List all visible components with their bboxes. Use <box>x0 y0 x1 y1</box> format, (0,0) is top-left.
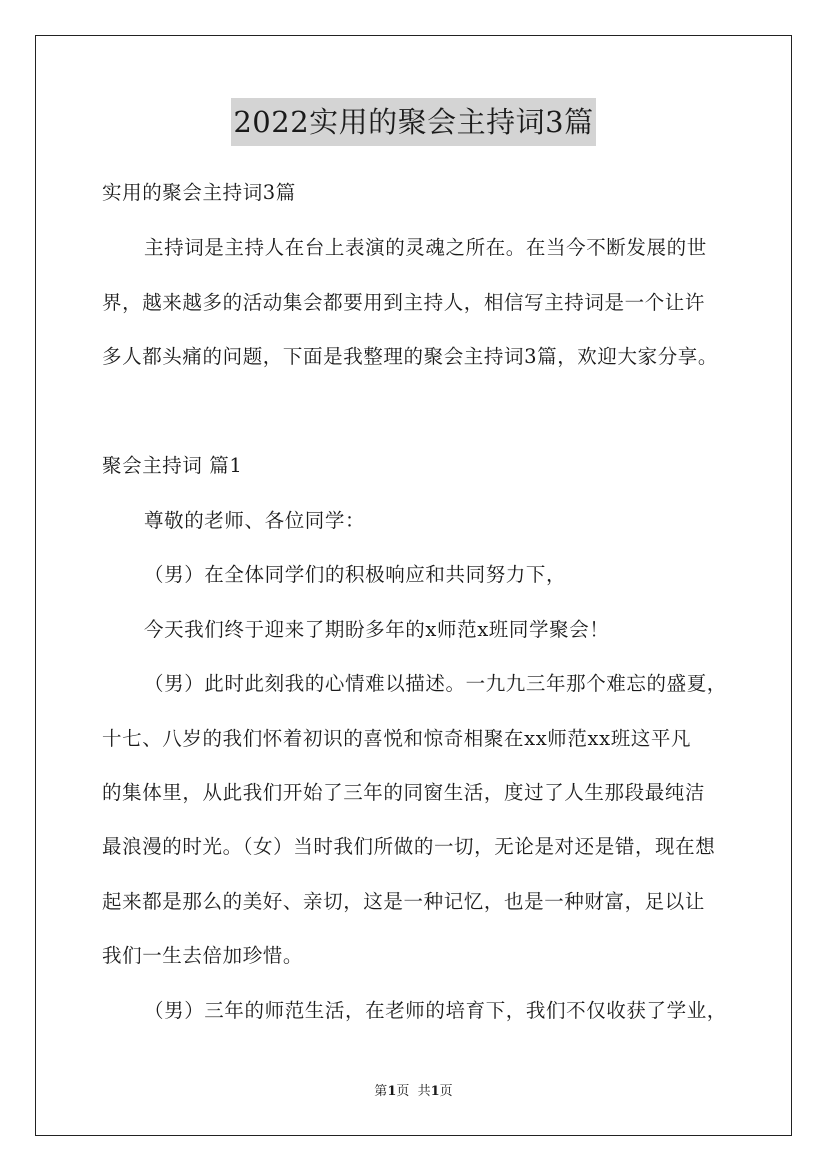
paragraph-line: （男）三年的师范生活，在老师的培育下，我们不仅收获了学业， <box>144 999 727 1022</box>
page-footer <box>0 1083 827 1101</box>
footer-page-suffix: 页 <box>439 1084 453 1099</box>
paragraph-line: 十七、八岁的我们怀着初识的喜悦和惊奇相聚在xx师范xx班这平凡 <box>102 727 692 750</box>
footer-page-current: 1 <box>387 1084 397 1099</box>
paragraph-line: 我们一生去倍加珍惜。 <box>102 944 304 967</box>
paragraph-line: 多人都头痛的问题，下面是我整理的聚会主持词3篇，欢迎大家分享。 <box>102 345 719 368</box>
paragraph-line: （男）此时此刻我的心情难以描述。一九九三年那个难忘的盛夏， <box>144 672 727 695</box>
paragraph-line: 尊敬的老师、各位同学： <box>144 509 366 532</box>
subtitle: 实用的聚会主持词3篇 <box>102 181 296 204</box>
paragraph-line: 的集体里，从此我们开始了三年的同窗生活，度过了人生那段最纯洁 <box>102 781 706 804</box>
footer-page-total: 1 <box>430 1084 440 1099</box>
paragraph-line: 起来都是那么的美好、亲切，这是一种记忆，也是一种财富，足以让 <box>102 890 706 913</box>
title-container <box>0 98 827 146</box>
paragraph-line: 最浪漫的时光。（女）当时我们所做的一切，无论是对还是错，现在想 <box>102 835 716 858</box>
paragraph-line: 主持词是主持人在台上表演的灵魂之所在。在当今不断发展的世 <box>144 236 707 259</box>
paragraph-line: （男）在全体同学们的积极响应和共同努力下， <box>144 563 567 586</box>
document-title: 2022实用的聚会主持词3篇 <box>231 98 595 146</box>
paragraph-line: 今天我们终于迎来了期盼多年的x师范x班同学聚会！ <box>144 618 610 641</box>
footer-page-prefix: 第 <box>374 1084 388 1099</box>
footer-page-mid: 页 共 <box>396 1084 431 1099</box>
section-heading: 聚会主持词 篇1 <box>102 454 243 477</box>
paragraph-line: 界，越来越多的活动集会都要用到主持人，相信写主持词是一个让许 <box>102 291 706 314</box>
